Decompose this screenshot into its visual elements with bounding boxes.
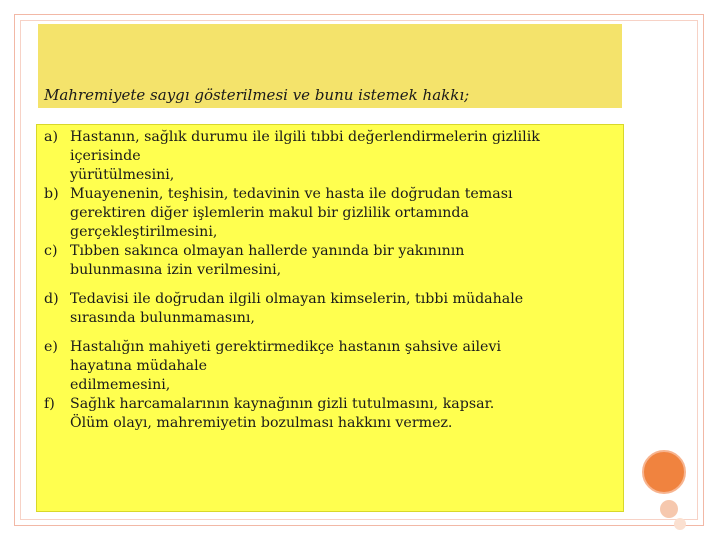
list-item-f — [44, 395, 614, 433]
decorative-circle-medium — [660, 500, 678, 518]
list-marker: f) — [44, 396, 55, 412]
list-item-text: sırasında bulunmamasını, — [70, 310, 255, 326]
list-item-text: Hastanın, sağlık durumu ile ilgili tıbbi değerlendirmelerin gizlilik — [70, 129, 540, 145]
list-marker: d) — [44, 291, 59, 307]
spacer — [44, 328, 614, 338]
list-item-text: Sağlık harcamalarının kaynağının gizli tutulmasını, kapsar. — [70, 396, 495, 412]
list-item-text: gerçekleştirilmesini, — [70, 224, 218, 240]
list-item-d — [44, 290, 614, 328]
list-item-text: Hastalığın mahiyeti gerektirmedikçe hastanın şahsive ailevi — [70, 339, 502, 355]
rights-list — [44, 128, 614, 433]
decorative-circle-small — [674, 518, 686, 530]
list-item-text: içerisinde — [70, 148, 141, 164]
list-item-text: bulunmasına izin verilmesini, — [70, 262, 282, 278]
list-item-text: yürütülmesini, — [70, 167, 175, 183]
list-item-c — [44, 242, 614, 280]
list-marker: e) — [44, 339, 58, 355]
spacer — [44, 280, 614, 290]
list-item-text: edilmemesini, — [70, 377, 171, 393]
list-item-text: hayatına müdahale — [70, 358, 208, 374]
list-item-text: Tedavisi ile doğrudan ilgili olmayan kimselerin, tıbbi müdahale — [70, 291, 524, 307]
list-item-text: gerektiren diğer işlemlerin makul bir gizlilik ortamında — [70, 205, 469, 221]
list-marker: c) — [44, 243, 58, 259]
list-item-b — [44, 185, 614, 242]
list-item-text: Muayenenin, teşhisin, tedavinin ve hasta ile doğrudan teması — [70, 186, 513, 202]
list-item-text: Ölüm olayı, mahremiyetin bozulması hakkını vermez. — [70, 415, 453, 431]
list-marker: a) — [44, 129, 58, 145]
list-marker: b) — [44, 186, 59, 202]
slide-title: Mahremiyete saygı gösterilmesi ve bunu istemek hakkı; — [44, 86, 470, 104]
list-item-text: Tıbben sakınca olmayan hallerde yanında bir yakınının — [70, 243, 465, 259]
list-item-e — [44, 338, 614, 395]
list-item-a — [44, 128, 614, 185]
decorative-circle-large — [642, 450, 686, 494]
